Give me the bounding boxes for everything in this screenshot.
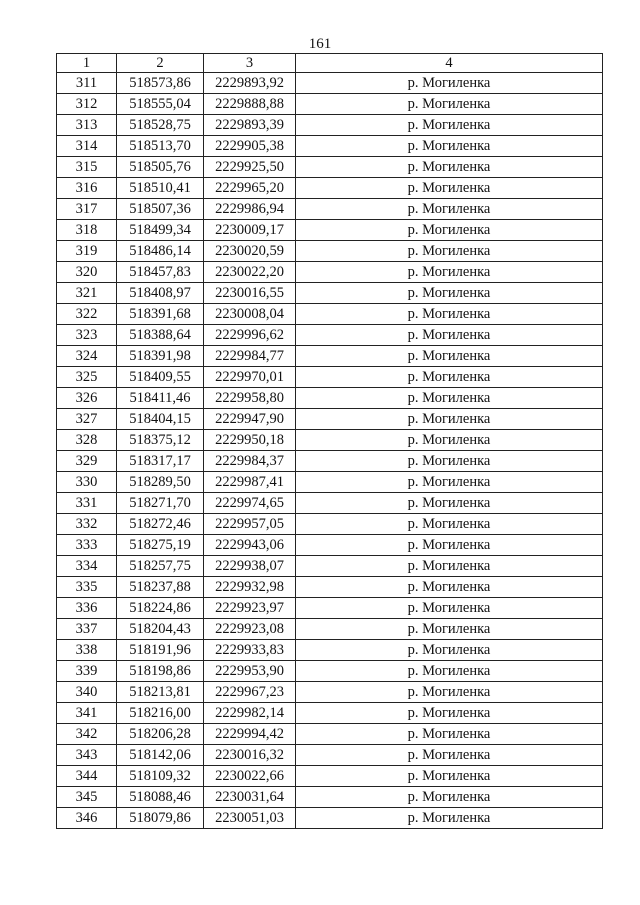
point-number-cell: 327 [57, 409, 117, 430]
y-coordinate-cell: 2230009,17 [204, 220, 296, 241]
point-number-cell: 337 [57, 619, 117, 640]
point-number-cell: 326 [57, 388, 117, 409]
description-cell: р. Могиленка [296, 283, 603, 304]
x-coordinate-cell: 518257,75 [117, 556, 204, 577]
point-number-cell: 331 [57, 493, 117, 514]
table-row [57, 367, 603, 388]
x-coordinate-cell: 518088,46 [117, 787, 204, 808]
y-coordinate-cell: 2229925,50 [204, 157, 296, 178]
table-row [57, 619, 603, 640]
x-coordinate-cell: 518573,86 [117, 73, 204, 94]
description-cell: р. Могиленка [296, 115, 603, 136]
description-cell: р. Могиленка [296, 514, 603, 535]
point-number-cell: 329 [57, 451, 117, 472]
description-cell: р. Могиленка [296, 430, 603, 451]
x-coordinate-cell: 518411,46 [117, 388, 204, 409]
description-cell: р. Могиленка [296, 535, 603, 556]
x-coordinate-cell: 518271,70 [117, 493, 204, 514]
x-coordinate-cell: 518204,43 [117, 619, 204, 640]
table-row [57, 577, 603, 598]
table-row [57, 73, 603, 94]
table-row [57, 556, 603, 577]
point-number-cell: 312 [57, 94, 117, 115]
table-row [57, 640, 603, 661]
point-number-cell: 335 [57, 577, 117, 598]
description-cell: р. Могиленка [296, 472, 603, 493]
point-number-cell: 316 [57, 178, 117, 199]
y-coordinate-cell: 2229888,88 [204, 94, 296, 115]
description-cell: р. Могиленка [296, 451, 603, 472]
x-coordinate-cell: 518191,96 [117, 640, 204, 661]
point-number-cell: 321 [57, 283, 117, 304]
table-row [57, 808, 603, 829]
table-row [57, 136, 603, 157]
description-cell: р. Могиленка [296, 787, 603, 808]
description-cell: р. Могиленка [296, 178, 603, 199]
y-coordinate-cell: 2229996,62 [204, 325, 296, 346]
point-number-cell: 333 [57, 535, 117, 556]
y-coordinate-cell: 2230016,55 [204, 283, 296, 304]
y-coordinate-cell: 2230031,64 [204, 787, 296, 808]
y-coordinate-cell: 2229938,07 [204, 556, 296, 577]
x-coordinate-cell: 518404,15 [117, 409, 204, 430]
table-row [57, 682, 603, 703]
y-coordinate-cell: 2229947,90 [204, 409, 296, 430]
table-row [57, 241, 603, 262]
description-cell: р. Могиленка [296, 157, 603, 178]
x-coordinate-cell: 518391,98 [117, 346, 204, 367]
description-cell: р. Могиленка [296, 262, 603, 283]
x-coordinate-cell: 518510,41 [117, 178, 204, 199]
y-coordinate-cell: 2229982,14 [204, 703, 296, 724]
y-coordinate-cell: 2230051,03 [204, 808, 296, 829]
description-cell: р. Могиленка [296, 241, 603, 262]
x-coordinate-cell: 518375,12 [117, 430, 204, 451]
point-number-cell: 343 [57, 745, 117, 766]
table-row [57, 766, 603, 787]
description-cell: р. Могиленка [296, 745, 603, 766]
point-number-cell: 334 [57, 556, 117, 577]
x-coordinate-cell: 518109,32 [117, 766, 204, 787]
table-body [57, 73, 603, 829]
x-coordinate-cell: 518513,70 [117, 136, 204, 157]
point-number-cell: 323 [57, 325, 117, 346]
description-cell: р. Могиленка [296, 304, 603, 325]
table-row [57, 514, 603, 535]
x-coordinate-cell: 518486,14 [117, 241, 204, 262]
point-number-cell: 344 [57, 766, 117, 787]
point-number-cell: 332 [57, 514, 117, 535]
description-cell: р. Могиленка [296, 556, 603, 577]
description-cell: р. Могиленка [296, 493, 603, 514]
table-row [57, 346, 603, 367]
x-coordinate-cell: 518142,06 [117, 745, 204, 766]
y-coordinate-cell: 2229953,90 [204, 661, 296, 682]
point-number-cell: 317 [57, 199, 117, 220]
table-row [57, 115, 603, 136]
column-header-description: 4 [296, 54, 603, 73]
x-coordinate-cell: 518272,46 [117, 514, 204, 535]
point-number-cell: 319 [57, 241, 117, 262]
description-cell: р. Могиленка [296, 73, 603, 94]
description-cell: р. Могиленка [296, 346, 603, 367]
y-coordinate-cell: 2229967,23 [204, 682, 296, 703]
x-coordinate-cell: 518213,81 [117, 682, 204, 703]
y-coordinate-cell: 2229893,92 [204, 73, 296, 94]
y-coordinate-cell: 2229987,41 [204, 472, 296, 493]
x-coordinate-cell: 518275,19 [117, 535, 204, 556]
x-coordinate-cell: 518289,50 [117, 472, 204, 493]
y-coordinate-cell: 2229958,80 [204, 388, 296, 409]
x-coordinate-cell: 518555,04 [117, 94, 204, 115]
point-number-cell: 342 [57, 724, 117, 745]
description-cell: р. Могиленка [296, 325, 603, 346]
y-coordinate-cell: 2229984,77 [204, 346, 296, 367]
y-coordinate-cell: 2229893,39 [204, 115, 296, 136]
table-row [57, 199, 603, 220]
x-coordinate-cell: 518457,83 [117, 262, 204, 283]
table-header [57, 54, 603, 73]
y-coordinate-cell: 2229994,42 [204, 724, 296, 745]
description-cell: р. Могиленка [296, 367, 603, 388]
y-coordinate-cell: 2229984,37 [204, 451, 296, 472]
y-coordinate-cell: 2229905,38 [204, 136, 296, 157]
x-coordinate-cell: 518528,75 [117, 115, 204, 136]
y-coordinate-cell: 2229932,98 [204, 577, 296, 598]
point-number-cell: 338 [57, 640, 117, 661]
description-cell: р. Могиленка [296, 724, 603, 745]
y-coordinate-cell: 2229933,83 [204, 640, 296, 661]
x-coordinate-cell: 518507,36 [117, 199, 204, 220]
description-cell: р. Могиленка [296, 199, 603, 220]
description-cell: р. Могиленка [296, 766, 603, 787]
y-coordinate-cell: 2230022,66 [204, 766, 296, 787]
point-number-cell: 325 [57, 367, 117, 388]
point-number-cell: 346 [57, 808, 117, 829]
point-number-cell: 314 [57, 136, 117, 157]
description-cell: р. Могиленка [296, 808, 603, 829]
description-cell: р. Могиленка [296, 577, 603, 598]
table-row [57, 451, 603, 472]
table-row [57, 262, 603, 283]
description-cell: р. Могиленка [296, 220, 603, 241]
description-cell: р. Могиленка [296, 136, 603, 157]
x-coordinate-cell: 518224,86 [117, 598, 204, 619]
description-cell: р. Могиленка [296, 661, 603, 682]
y-coordinate-cell: 2229957,05 [204, 514, 296, 535]
table-row [57, 472, 603, 493]
x-coordinate-cell: 518317,17 [117, 451, 204, 472]
column-header-x: 2 [117, 54, 204, 73]
table-row [57, 493, 603, 514]
y-coordinate-cell: 2229974,65 [204, 493, 296, 514]
x-coordinate-cell: 518499,34 [117, 220, 204, 241]
description-cell: р. Могиленка [296, 598, 603, 619]
x-coordinate-cell: 518198,86 [117, 661, 204, 682]
x-coordinate-cell: 518505,76 [117, 157, 204, 178]
point-number-cell: 313 [57, 115, 117, 136]
y-coordinate-cell: 2229943,06 [204, 535, 296, 556]
y-coordinate-cell: 2230016,32 [204, 745, 296, 766]
table-row [57, 325, 603, 346]
table-row [57, 283, 603, 304]
table-row [57, 703, 603, 724]
point-number-cell: 340 [57, 682, 117, 703]
table-row [57, 787, 603, 808]
point-number-cell: 315 [57, 157, 117, 178]
description-cell: р. Могиленка [296, 682, 603, 703]
x-coordinate-cell: 518237,88 [117, 577, 204, 598]
x-coordinate-cell: 518206,28 [117, 724, 204, 745]
page-number: 161 [308, 36, 332, 52]
table-row [57, 94, 603, 115]
x-coordinate-cell: 518079,86 [117, 808, 204, 829]
y-coordinate-cell: 2230008,04 [204, 304, 296, 325]
y-coordinate-cell: 2229923,08 [204, 619, 296, 640]
table-row [57, 220, 603, 241]
x-coordinate-cell: 518408,97 [117, 283, 204, 304]
point-number-cell: 341 [57, 703, 117, 724]
point-number-cell: 330 [57, 472, 117, 493]
table-row [57, 661, 603, 682]
table-row [57, 409, 603, 430]
table-row [57, 535, 603, 556]
point-number-cell: 318 [57, 220, 117, 241]
point-number-cell: 320 [57, 262, 117, 283]
y-coordinate-cell: 2229950,18 [204, 430, 296, 451]
description-cell: р. Могиленка [296, 703, 603, 724]
table-row [57, 724, 603, 745]
point-number-cell: 324 [57, 346, 117, 367]
y-coordinate-cell: 2229965,20 [204, 178, 296, 199]
header-row [57, 54, 603, 73]
description-cell: р. Могиленка [296, 388, 603, 409]
y-coordinate-cell: 2229986,94 [204, 199, 296, 220]
coordinates-table [56, 53, 603, 829]
table-row [57, 598, 603, 619]
description-cell: р. Могиленка [296, 640, 603, 661]
point-number-cell: 328 [57, 430, 117, 451]
table-row [57, 430, 603, 451]
point-number-cell: 336 [57, 598, 117, 619]
description-cell: р. Могиленка [296, 619, 603, 640]
description-cell: р. Могиленка [296, 94, 603, 115]
table-row [57, 745, 603, 766]
x-coordinate-cell: 518409,55 [117, 367, 204, 388]
column-header-y: 3 [204, 54, 296, 73]
description-cell: р. Могиленка [296, 409, 603, 430]
y-coordinate-cell: 2229970,01 [204, 367, 296, 388]
table-row [57, 388, 603, 409]
point-number-cell: 345 [57, 787, 117, 808]
point-number-cell: 311 [57, 73, 117, 94]
y-coordinate-cell: 2229923,97 [204, 598, 296, 619]
x-coordinate-cell: 518216,00 [117, 703, 204, 724]
table-row [57, 304, 603, 325]
y-coordinate-cell: 2230022,20 [204, 262, 296, 283]
x-coordinate-cell: 518388,64 [117, 325, 204, 346]
point-number-cell: 322 [57, 304, 117, 325]
table-row [57, 178, 603, 199]
column-header-point-number: 1 [57, 54, 117, 73]
point-number-cell: 339 [57, 661, 117, 682]
table-row [57, 157, 603, 178]
x-coordinate-cell: 518391,68 [117, 304, 204, 325]
y-coordinate-cell: 2230020,59 [204, 241, 296, 262]
